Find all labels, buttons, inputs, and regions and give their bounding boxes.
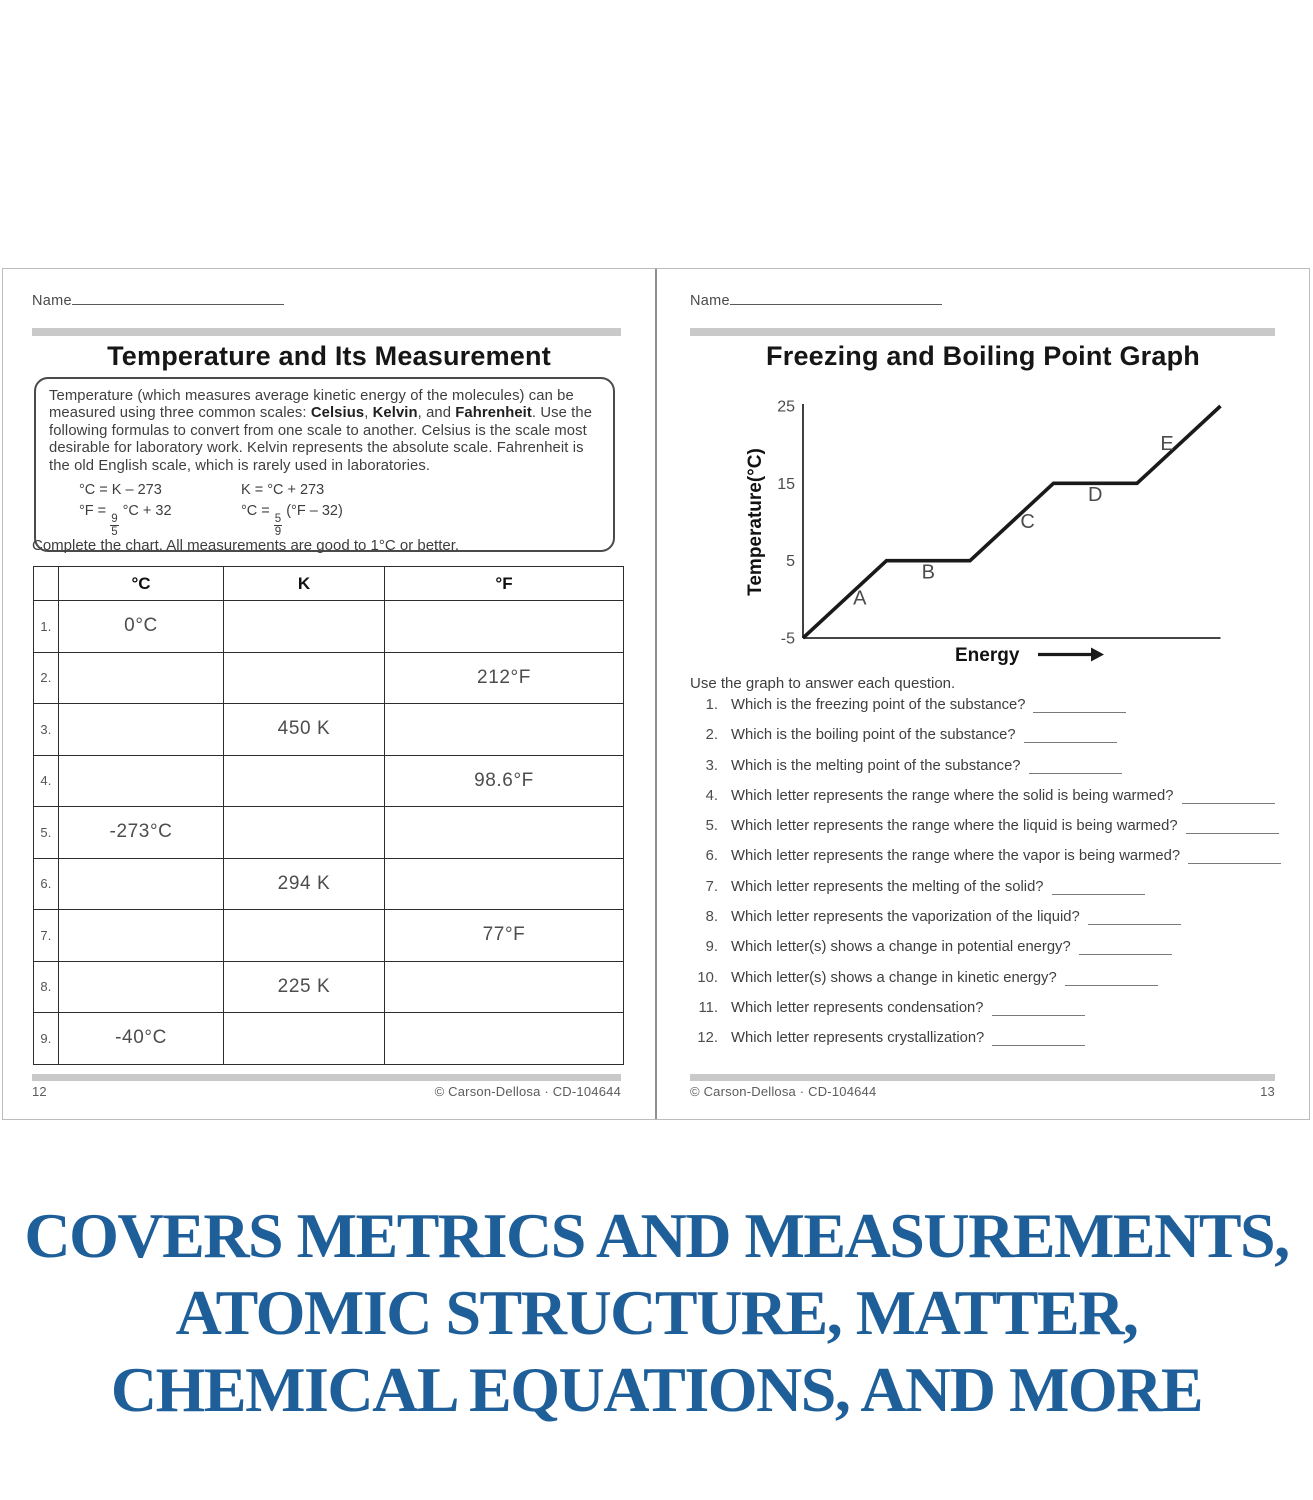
formula-tail: °C + 32 xyxy=(118,503,172,520)
answer-blank[interactable] xyxy=(1182,788,1275,804)
name-row xyxy=(32,292,284,309)
phase-change-chart xyxy=(700,391,1240,671)
formula-lead: °C = xyxy=(241,503,274,520)
fraction-numerator: 5 xyxy=(274,513,282,526)
question-number: 2. xyxy=(705,727,718,744)
banner-line: COVERS METRICS AND MEASUREMENTS, xyxy=(24,1200,1289,1271)
question-number: 8. xyxy=(705,909,718,926)
formula-f-from-c xyxy=(79,503,241,538)
table-row xyxy=(34,652,624,704)
page-freezing-boiling-graph xyxy=(657,269,1309,1119)
table-cell-blank[interactable] xyxy=(59,961,224,1013)
name-row xyxy=(690,292,942,309)
row-number: 8. xyxy=(34,961,59,1013)
segment-label: E xyxy=(1160,433,1174,456)
table-cell-blank[interactable] xyxy=(59,704,224,756)
table-cell-value: 98.6°F xyxy=(385,755,624,807)
energy-arrow-head xyxy=(1091,648,1104,662)
row-number: 2. xyxy=(34,652,59,704)
table-cell-blank[interactable] xyxy=(385,961,624,1013)
formula-k-from-c: K = °C + 273 xyxy=(241,482,325,499)
table-cell-blank[interactable] xyxy=(224,652,385,704)
questions-instruction: Use the graph to answer each question. xyxy=(690,675,956,692)
table-cell-blank[interactable] xyxy=(385,1013,624,1065)
answer-blank[interactable] xyxy=(992,1000,1085,1016)
banner-line: ATOMIC STRUCTURE, MATTER, xyxy=(175,1277,1138,1348)
question-item xyxy=(690,697,1298,727)
answer-blank[interactable] xyxy=(1029,758,1122,774)
table-cell-blank[interactable] xyxy=(224,807,385,859)
table-row xyxy=(34,807,624,859)
question-text: Which is the melting point of the substance? xyxy=(731,757,1021,774)
question-item xyxy=(690,727,1298,757)
conversion-table xyxy=(33,566,624,1065)
intro-bold-celsius: Celsius xyxy=(310,405,365,422)
answer-blank[interactable] xyxy=(1065,970,1158,986)
table-cell-blank[interactable] xyxy=(59,858,224,910)
page-temperature-measurement xyxy=(3,269,657,1119)
table-row xyxy=(34,910,624,962)
question-number: 6. xyxy=(705,848,718,865)
segment-label: C xyxy=(1020,511,1035,534)
table-cell-blank[interactable] xyxy=(224,601,385,653)
page-title: Temperature and Its Measurement xyxy=(107,341,551,371)
page-footer xyxy=(690,1084,1275,1099)
name-blank-line[interactable] xyxy=(72,292,284,305)
table-cell-value: -273°C xyxy=(59,807,224,859)
conversion-table-head-row xyxy=(34,567,624,601)
formula-lead: °F = xyxy=(79,503,111,520)
table-cell-blank[interactable] xyxy=(385,601,624,653)
question-number: 11. xyxy=(698,999,718,1016)
row-number: 6. xyxy=(34,858,59,910)
question-text: Which letter represents the range where the liquid is being warmed? xyxy=(731,818,1178,835)
conversion-table-body xyxy=(34,601,624,1065)
table-cell-value: 225 K xyxy=(224,961,385,1013)
fraction-numerator: 9 xyxy=(111,513,118,526)
column-header: K xyxy=(224,567,385,601)
answer-blank[interactable] xyxy=(1033,697,1126,713)
fraction-denominator: 5 xyxy=(111,526,118,539)
formula-c-from-k: °C = K – 273 xyxy=(79,482,162,499)
intro-text: . Use the following formulas to convert from one scale to another. Celsius is the scale most desirable for laboratory work. Kelvin represents the absolute scale. Fahrenheit is the old English scale, which is rarely used in laboratories. xyxy=(49,405,593,474)
header-rule-bar xyxy=(32,328,621,336)
chart-container xyxy=(700,391,1240,671)
table-cell-blank[interactable] xyxy=(385,807,624,859)
intro-text: , and xyxy=(417,405,456,422)
row-number: 1. xyxy=(34,601,59,653)
table-cell-value: -40°C xyxy=(59,1013,224,1065)
table-cell-blank[interactable] xyxy=(224,1013,385,1065)
y-tick-label: 5 xyxy=(786,553,795,571)
page-number: 13 xyxy=(1260,1084,1275,1099)
footer-rule-bar xyxy=(32,1074,621,1081)
y-tick-label: 15 xyxy=(777,475,795,493)
question-item xyxy=(690,788,1298,818)
intro-bold-fahrenheit: Fahrenheit xyxy=(455,405,532,422)
question-item xyxy=(690,909,1298,939)
question-text: Which letter represents condensation? xyxy=(731,999,984,1016)
intro-bold-kelvin: Kelvin xyxy=(372,405,418,422)
question-list xyxy=(690,697,1298,1061)
intro-box xyxy=(34,377,615,552)
table-cell-value: 0°C xyxy=(59,601,224,653)
answer-blank[interactable] xyxy=(1024,727,1117,743)
table-row xyxy=(34,858,624,910)
row-number: 7. xyxy=(34,910,59,962)
answer-blank[interactable] xyxy=(1052,879,1145,895)
fraction xyxy=(110,513,118,538)
copyright: © Carson-Dellosa · CD-104644 xyxy=(690,1084,877,1099)
question-number: 3. xyxy=(705,757,718,774)
question-item xyxy=(690,848,1298,878)
row-number: 4. xyxy=(34,755,59,807)
y-tick-label: -5 xyxy=(780,630,795,648)
y-axis-title: Temperature(°C) xyxy=(745,448,766,596)
question-number: 10. xyxy=(697,969,718,986)
chart-instruction: Complete the chart. All measurements are good to 1°C or better. xyxy=(32,537,460,554)
table-row xyxy=(34,704,624,756)
question-number: 1. xyxy=(705,697,718,713)
table-row xyxy=(34,1013,624,1065)
question-number: 9. xyxy=(705,939,718,956)
column-header: °F xyxy=(385,567,624,601)
table-cell-blank[interactable] xyxy=(59,652,224,704)
table-row xyxy=(34,601,624,653)
page-footer xyxy=(32,1084,621,1099)
answer-blank[interactable] xyxy=(1079,939,1172,955)
question-text: Which letter represents crystallization? xyxy=(731,1030,985,1047)
question-text: Which letter(s) shows a change in kinetic energy? xyxy=(731,969,1057,986)
banner-line: CHEMICAL EQUATIONS, AND MORE xyxy=(110,1354,1203,1425)
column-header: °C xyxy=(59,567,224,601)
intro-paragraph xyxy=(49,388,601,475)
table-cell-blank[interactable] xyxy=(224,910,385,962)
question-text: Which letter represents the melting of the solid? xyxy=(731,878,1044,895)
question-item xyxy=(690,1000,1298,1030)
answer-blank[interactable] xyxy=(1186,818,1279,834)
question-number: 7. xyxy=(705,878,718,895)
table-cell-blank[interactable] xyxy=(59,910,224,962)
answer-blank[interactable] xyxy=(1188,848,1281,864)
question-text: Which letter represents the range where the vapor is being warmed? xyxy=(731,848,1181,865)
table-row xyxy=(34,961,624,1013)
y-tick-label: 25 xyxy=(777,398,795,416)
table-cell-value: 212°F xyxy=(385,652,624,704)
formula-c-from-f xyxy=(241,503,601,538)
fraction-denominator: 9 xyxy=(274,526,282,539)
intro-text: Temperature (which measures average kinetic energy of the molecules) can be measured using three common scales: xyxy=(49,388,574,422)
question-item xyxy=(690,970,1298,1000)
table-cell-value: 294 K xyxy=(224,858,385,910)
question-item xyxy=(690,879,1298,909)
question-item xyxy=(690,1030,1298,1060)
row-number: 3. xyxy=(34,704,59,756)
name-label: Name xyxy=(690,293,730,309)
table-cell-blank[interactable] xyxy=(385,858,624,910)
column-header xyxy=(34,567,59,601)
table-cell-blank[interactable] xyxy=(224,755,385,807)
page-title: Freezing and Boiling Point Graph xyxy=(766,341,1200,371)
intro-text: , xyxy=(364,405,373,422)
table-row xyxy=(34,755,624,807)
banner xyxy=(0,1197,1313,1428)
question-number: 4. xyxy=(705,787,718,804)
question-text: Which letter represents the range where the solid is being warmed? xyxy=(731,787,1174,804)
question-item xyxy=(690,939,1298,969)
page-number: 12 xyxy=(32,1084,47,1099)
table-cell-blank[interactable] xyxy=(385,704,624,756)
row-number: 5. xyxy=(34,807,59,859)
question-text: Which letter(s) shows a change in potential energy? xyxy=(731,939,1071,956)
question-text: Which letter represents the vaporization of the liquid? xyxy=(731,909,1080,926)
question-text: Which is the boiling point of the substance? xyxy=(731,727,1016,744)
question-number: 5. xyxy=(705,818,718,835)
fraction xyxy=(274,513,282,538)
answer-blank[interactable] xyxy=(992,1030,1085,1046)
question-item xyxy=(690,758,1298,788)
formula-grid xyxy=(79,482,601,538)
segment-label: A xyxy=(853,587,867,610)
name-label: Name xyxy=(32,293,72,309)
segment-label: B xyxy=(921,561,935,584)
formula-tail: (°F – 32) xyxy=(282,503,343,520)
header-rule-bar xyxy=(690,328,1275,336)
copyright: © Carson-Dellosa · CD-104644 xyxy=(434,1084,621,1099)
question-number: 12. xyxy=(697,1030,718,1047)
x-axis-title: Energy xyxy=(955,645,1020,666)
table-cell-value: 77°F xyxy=(385,910,624,962)
segment-label: D xyxy=(1088,484,1103,507)
question-text: Which is the freezing point of the substance? xyxy=(731,697,1026,713)
question-item xyxy=(690,818,1298,848)
table-cell-value: 450 K xyxy=(224,704,385,756)
row-number: 9. xyxy=(34,1013,59,1065)
name-blank-line[interactable] xyxy=(730,292,942,305)
answer-blank[interactable] xyxy=(1088,909,1181,925)
workbook-spread xyxy=(2,268,1310,1120)
table-cell-blank[interactable] xyxy=(59,755,224,807)
footer-rule-bar xyxy=(690,1074,1275,1081)
